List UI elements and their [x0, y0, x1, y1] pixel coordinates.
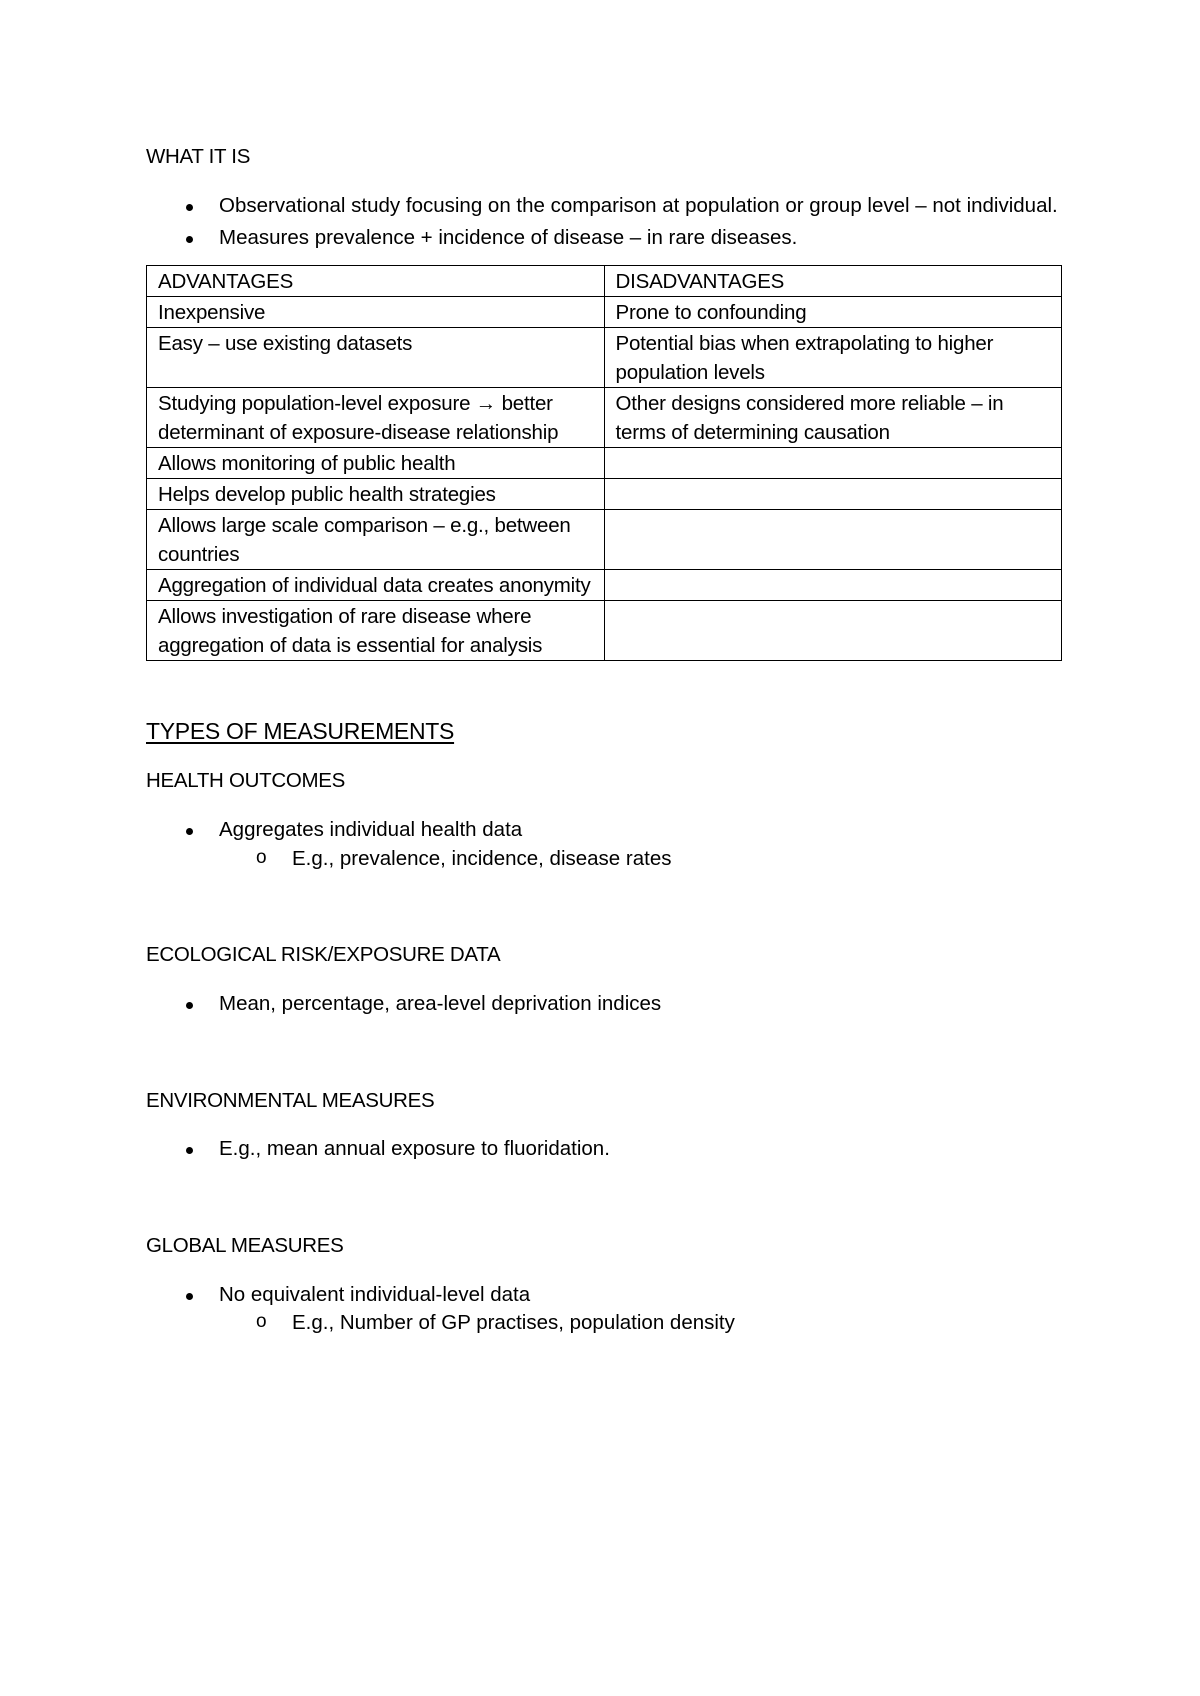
table-cell: Allows investigation of rare disease where aggregation of data is essential for analysis — [147, 601, 605, 661]
table-row — [147, 328, 1062, 388]
table-cell — [604, 510, 1062, 570]
table-cell: Prone to confounding — [604, 297, 1062, 328]
list-item: Measures prevalence + incidence of disease – in rare diseases. — [146, 224, 1062, 253]
list-item: No equivalent individual-level data — [146, 1281, 1062, 1310]
table-row — [147, 570, 1062, 601]
advantages-disadvantages-table — [146, 265, 1062, 661]
subsection-heading: GLOBAL MEASURES — [146, 1234, 344, 1258]
table-cell: Allows large scale comparison – e.g., between countries — [147, 510, 605, 570]
table-cell: Allows monitoring of public health — [147, 448, 605, 479]
bullet-list — [146, 1135, 1062, 1164]
table-cell — [604, 479, 1062, 510]
table-cell — [604, 448, 1062, 479]
section-heading-what-it-is: WHAT IT IS — [146, 145, 251, 168]
table-cell: Potential bias when extrapolating to higher population levels — [604, 328, 1062, 388]
section-title-types-of-measurements: TYPES OF MEASUREMENTS — [146, 718, 455, 745]
table-row — [147, 479, 1062, 510]
table-cell: Inexpensive — [147, 297, 605, 328]
subsection-heading: HEALTH OUTCOMES — [146, 769, 345, 793]
table-cell: Easy – use existing datasets — [147, 328, 605, 388]
table-cell — [604, 601, 1062, 661]
table-row — [147, 297, 1062, 328]
subsection-heading: ECOLOGICAL RISK/EXPOSURE DATA — [146, 943, 501, 967]
list-item: Mean, percentage, area-level deprivation indices — [146, 990, 1062, 1019]
sub-list-item: o E.g., Number of GP practises, population density — [146, 1309, 1062, 1338]
table-cell: Studying population-level exposure → better determinant of exposure-disease relationship — [147, 388, 605, 448]
table-header-disadvantages: DISADVANTAGES — [604, 266, 1062, 297]
sub-list — [146, 1309, 1062, 1338]
sub-list — [146, 845, 1062, 874]
table-cell: Aggregation of individual data creates anonymity — [147, 570, 605, 601]
table-cell: Other designs considered more reliable – in terms of determining causation — [604, 388, 1062, 448]
document-page — [146, 143, 1062, 1338]
table-row — [147, 388, 1062, 448]
list-item: Aggregates individual health data — [146, 816, 1062, 845]
bullet-list — [146, 816, 1062, 845]
table-cell — [604, 570, 1062, 601]
subsection-heading: ENVIRONMENTAL MEASURES — [146, 1088, 435, 1112]
bullet-list — [146, 1281, 1062, 1310]
bullet-list — [146, 990, 1062, 1019]
list-item: Observational study focusing on the comparison at population or group level – not individual. — [146, 192, 1119, 221]
what-it-is-list — [146, 192, 1062, 253]
table-cell: Helps develop public health strategies — [147, 479, 605, 510]
table-row — [147, 601, 1062, 661]
table-header-advantages: ADVANTAGES — [147, 266, 605, 297]
table-header-row — [147, 266, 1062, 297]
table-row — [147, 448, 1062, 479]
sub-list-item: o E.g., prevalence, incidence, disease rates — [146, 845, 1062, 874]
table-row — [147, 510, 1062, 570]
list-item: E.g., mean annual exposure to fluoridation. — [146, 1135, 1062, 1164]
